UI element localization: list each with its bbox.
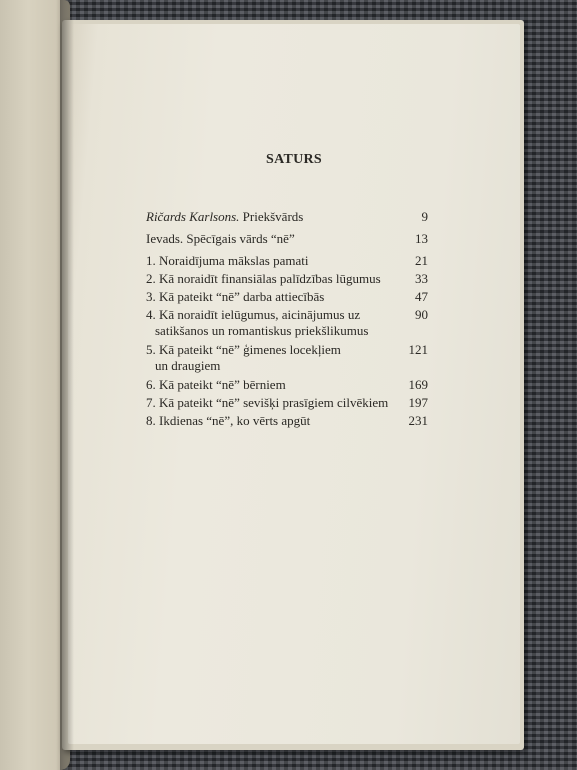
toc-page-number: 121 [408,342,428,357]
toc-page-number: 33 [415,271,428,286]
toc-entry-text: 6. Kā pateikt “nē” bērniem [146,377,286,392]
toc-entry-text: 2. Kā noraidīt finansiālas palīdzības lūgumus [146,271,381,286]
right-page [68,24,520,744]
toc-entry-text-continued: satikšanos un romantiskus priekšlikumus [155,323,369,338]
toc-page-number: 90 [415,307,428,322]
toc-entry-text: 3. Kā pateikt “nē” darba attiecībās [146,289,325,304]
toc-page-number: 21 [415,253,428,268]
toc-entry-text: Ievads. Spēcīgais vārds “nē” [146,231,295,246]
toc-entry-text: 1. Noraidījuma mākslas pamati [146,253,309,268]
toc-page-number: 231 [408,413,428,428]
toc-entry-text-continued: un draugiem [155,358,221,373]
toc-entry-text: Priekšvārds [239,209,304,224]
toc-page-number: 13 [415,231,428,246]
toc-page-number: 47 [415,289,428,304]
toc-entry-text: 4. Kā noraidīt ielūgumus, aicinājumus uz [146,307,361,322]
toc-entry-text: 5. Kā pateikt “nē” ģimenes locekļiem [146,342,341,357]
toc-page-number: 169 [408,377,428,392]
spine-shadow [60,0,74,770]
toc-entry-text: 7. Kā pateikt “nē” sevišķi prasīgiem cilvēkiem [146,395,389,410]
toc-page-number: 197 [408,395,428,410]
toc-entry-text: 8. Ikdienas “nē”, ko vērts apgūt [146,413,311,428]
toc-page-number: 9 [421,209,428,224]
page-title: SATURS [265,152,322,167]
toc-author: Ričards Karlsons. [146,209,240,224]
